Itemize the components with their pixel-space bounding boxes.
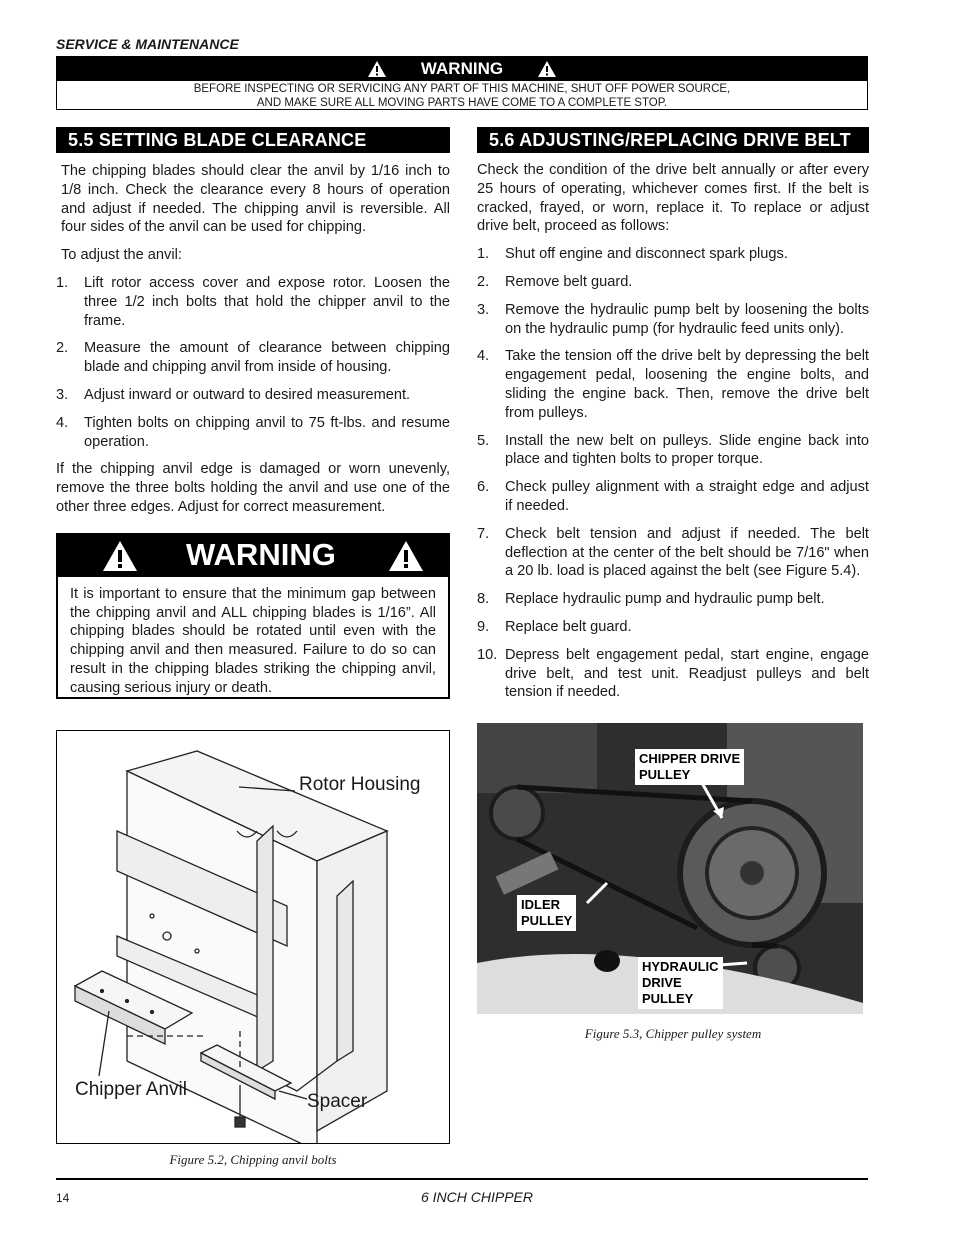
list-item: 9. Replace belt guard. (477, 618, 632, 635)
section-heading-blade-clearance: 5.5 SETTING BLADE CLEARANCE (56, 127, 450, 153)
top-warning-line: AND MAKE SURE ALL MOVING PARTS HAVE COME TO A COMPLETE STOP. (256, 97, 668, 109)
list-item: 2. Measure the amount of clearance between chipping blade and chipping anvil from inside of housing. (56, 340, 450, 376)
warning-triangle-icon (102, 540, 138, 572)
right-column (477, 127, 869, 711)
figure-5-2-caption: Figure 5.2, Chipping anvil bolts (169, 1152, 337, 1167)
top-warning-box (56, 56, 868, 110)
list-item: 3. Remove the hydraulic pump belt by loosening the bolts on the hydraulic pump (for hydraulic feed units only). (477, 301, 869, 337)
footer-rule (56, 1178, 868, 1180)
list-item: 10. Depress belt engagement pedal, start engine, engage drive belt, and test unit. Readjust pulleys and belt tension if needed. (477, 646, 869, 701)
top-warning-message (57, 81, 867, 110)
section-label: SERVICE & MAINTENANCE (56, 36, 239, 52)
anvil-warning-bar (58, 535, 448, 577)
section-heading-drive-belt: 5.6 ADJUSTING/REPLACING DRIVE BELT (477, 127, 869, 153)
label-chipper-anvil: Chipper Anvil (75, 1079, 187, 1100)
list-item: 2. Remove belt guard. (477, 273, 633, 290)
warning-triangle-icon (537, 60, 557, 78)
drive-belt-steps-list (477, 245, 869, 702)
paragraph-to-adjust: To adjust the anvil: (61, 247, 182, 264)
list-item: 5. Install the new belt on pulleys. Slide engine back into place and tighten bolts to proper torque. (477, 432, 869, 468)
top-warning-bar (57, 57, 867, 81)
label-chipper-drive-pulley: CHIPPER DRIVE PULLEY (635, 749, 744, 785)
label-rotor-housing: Rotor Housing (299, 774, 421, 795)
paragraph-closing: If the chipping anvil edge is damaged or worn unevenly, remove the three bolts holding the anvil and use one of the other three edges. Adjust for correct measurement. (56, 461, 450, 515)
footer-title: 6 INCH CHIPPER (420, 1189, 534, 1205)
anvil-warning-body: It is important to ensure that the minimum gap between the chipping anvil and ALL chipping blades is 1/16”. All chipping blades should be rotated until even with the chipping anvil and then measured. Failure to do so can result in the chipping blades striking the chipping anvil, causing serious injury or death. (70, 586, 436, 696)
top-warning-title: WARNING (420, 59, 504, 78)
figure-chipper-pulley-photo (477, 723, 863, 1014)
list-item: 3. Adjust inward or outward to desired measurement. (56, 386, 411, 403)
label-spacer: Spacer (307, 1091, 368, 1112)
adjust-steps-list (56, 274, 450, 451)
paragraph-intro: The chipping blades should clear the anvil by 1/16 inch to 1/8 inch. Check the clearance every 8 hours of operation and adjust if needed. The chipping anvil is reversible. All four sides of the anvil can be used for chipping. (61, 163, 450, 236)
label-hydraulic-drive-pulley: HYDRAULIC DRIVE PULLEY (638, 957, 723, 1009)
list-item: 7. Check belt tension and adjust if needed. The belt deflection at the center of the belt should be 7/16" when a 20 lb. load is placed against the belt (see Figure 5.4). (477, 525, 869, 580)
figure-5-3-caption: Figure 5.3, Chipper pulley system (584, 1026, 762, 1041)
list-item: 1. Shut off engine and disconnect spark plugs. (477, 246, 788, 263)
warning-triangle-icon (367, 60, 387, 78)
list-item: 8. Replace hydraulic pump and hydraulic pump belt. (477, 591, 825, 608)
left-column (56, 127, 450, 526)
list-item: 1. Lift rotor access cover and expose rotor. Loosen the three 1/2 inch bolts that hold the chipper anvil to the frame. (56, 274, 450, 329)
list-item: 4. Take the tension off the drive belt by depressing the belt engagement pedal, loosening the engine bolts, and sliding the engine back. Then, remove the drive belt from pulleys. (477, 348, 869, 421)
label-idler-pulley: IDLER PULLEY (517, 895, 576, 931)
top-warning-line: BEFORE INSPECTING OR SERVICING ANY PART OF THIS MACHINE, SHUT OFF POWER SOURCE, (193, 83, 731, 95)
figure-chipping-anvil (56, 730, 450, 1144)
warning-triangle-icon (388, 540, 424, 572)
paragraph-intro: Check the condition of the drive belt annually or after every 25 hours of operating, whichever comes first. If the belt is cracked, frayed, or worn, replace it. To replace or adjust drive belt, proceed as follows: (477, 162, 869, 235)
list-item: 4. Tighten bolts on chipping anvil to 75 ft-lbs. and resume operation. (56, 414, 450, 450)
anvil-warning-box (56, 533, 450, 699)
page-number: 14 (56, 1191, 70, 1205)
list-item: 6. Check pulley alignment with a straight edge and adjust if needed. (477, 479, 869, 514)
anvil-warning-title: WARNING (186, 537, 336, 572)
